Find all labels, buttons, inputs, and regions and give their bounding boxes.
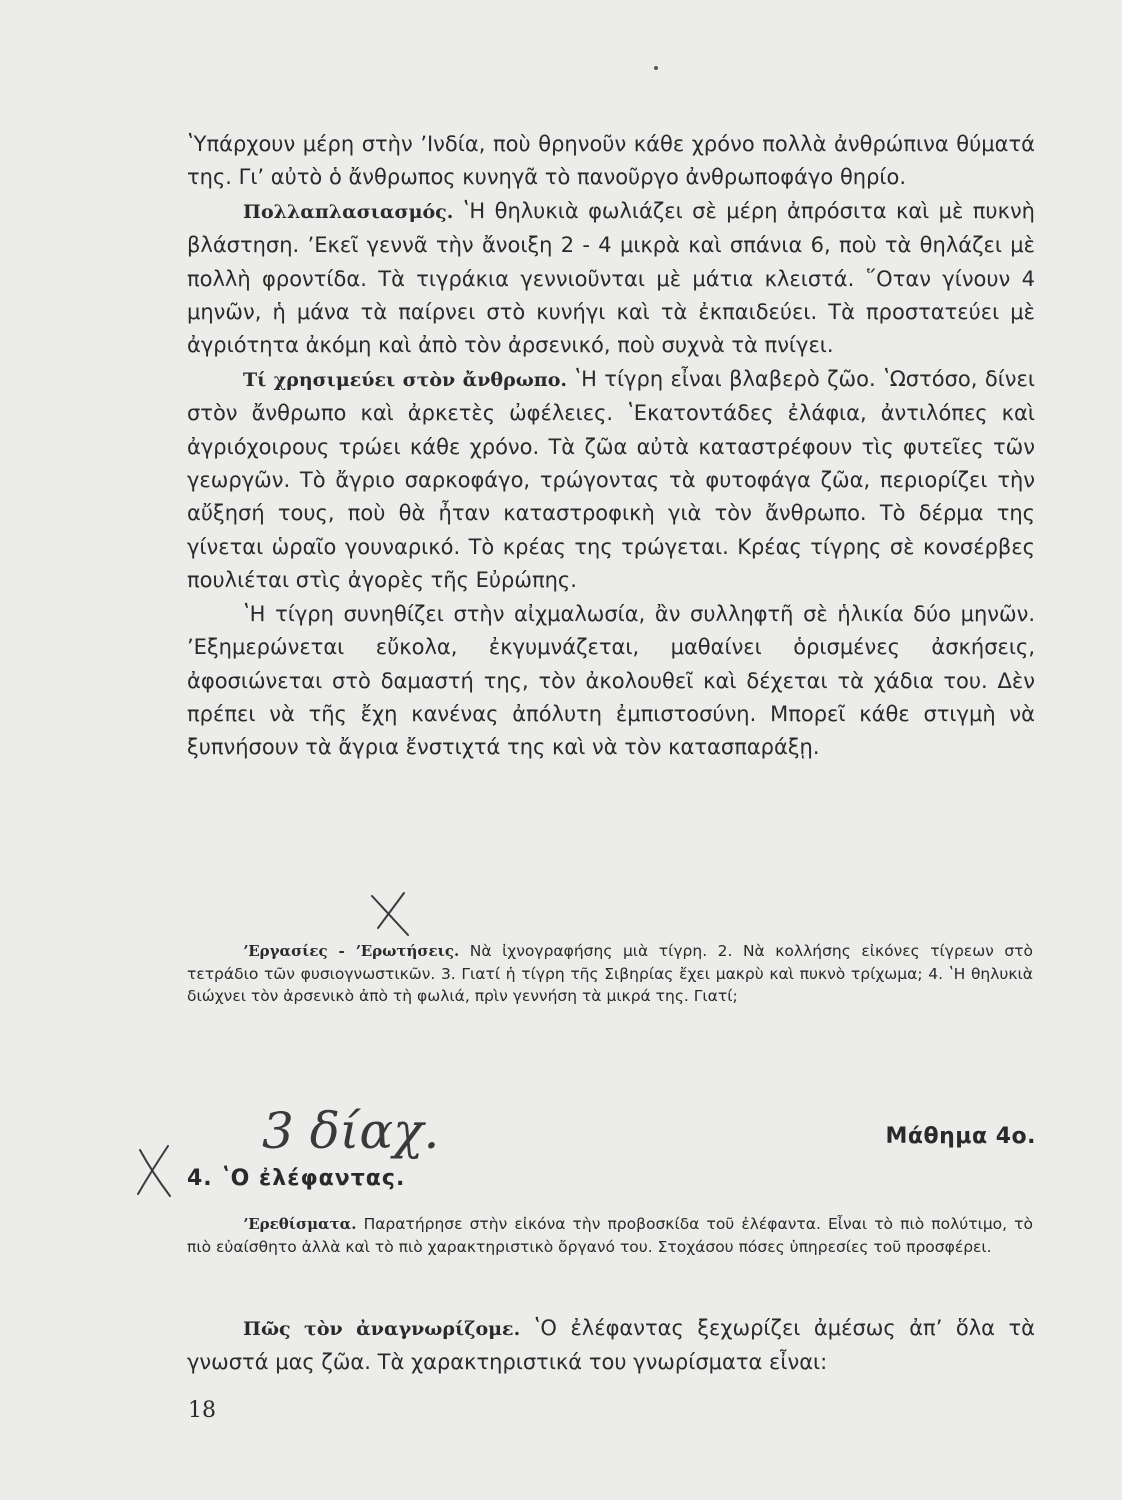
margin-cross-mark xyxy=(138,1146,170,1196)
heading-reproduction: Πολλαπλασιασμός. xyxy=(243,200,454,223)
recognition-heading: Πῶς τὸν ἀναγνωρίζομε. xyxy=(243,1318,521,1340)
stimuli-heading: ʼΕρεθίσματα. xyxy=(243,1215,357,1233)
recognition-text: ʽΟ ἐλέφαντας ξεχωρίζει ἀμέσως ἀπ’ ὅλα τὰ γνωστά μας ζῶα. Τὰ χαρακτηριστικά του γνωρίσματα εἶναι: xyxy=(187,1316,1035,1375)
page-number: 18 xyxy=(188,1398,216,1423)
stimuli-paragraph xyxy=(187,1213,1033,1258)
stimuli-text: Παρατήρησε στὴν εἰκόνα τὴν προβοσκίδα τοῦ ἐλέφαντα. Εἶναι τὸ πιὸ πολύτιμο, τὸ πιὸ εὐαίσθητο ἀλλὰ καὶ τὸ πιὸ χαρακτηριστικὸ ὄργανό του. Στοχάσου πόσες ὑπηρεσίες τοῦ προσφέρει. xyxy=(187,1215,1033,1256)
pencil-cross-mark xyxy=(372,893,408,935)
chapter-title: 4. ʽΟ ἐλέφαντας. xyxy=(187,1166,406,1191)
stimuli-block xyxy=(187,1213,1033,1258)
text-usefulness: ʽΗ τίγρη εἶναι βλαβερὸ ζῶο. ʽΩστόσο, δίνει στὸν ἄνθρωπο καὶ ἀρκετὲς ὠφέλειες. ʽΕκατοντάδες ἐλάφια, ἀντιλόπες καὶ ἀγριόχοιρους τρώει κάθε χρόνο. Τὰ ζῶα αὐτὰ καταστρέφουν τὶς φυτεῖες τῶν γεωργῶν. Τὸ ἄγριο σαρκοφάγο, τρώγοντας τὰ φυτοφάγα ζῶα, περιορίζει τὴν αὔξησή τους, ποὺ θὰ ἦταν καταστροφικὴ γιὰ τὸν ἄνθρωπο. Τὸ δέρμα της γίνεται ὡραῖο γουναρικό. Τὸ κρέας της τρώγεται. Κρέας τίγρης σὲ κονσέρβες πουλιέται στὶς ἀγορὲς τῆς Εὐρώπης. xyxy=(187,366,1035,593)
recognition-paragraph xyxy=(187,1312,1035,1380)
paragraph-captivity: ʽΗ τίγρη συνηθίζει στὴν αἰχμαλωσία, ἂν συλληφτῆ σὲ ἡλικία δύο μηνῶν. ʼΕξημερώνεται εὔκολα, ἐκγυμνάζεται, μαθαίνει ὁρισμένες ἀσκήσεις, ἀφοσιώνεται στὸ δαμαστή της, τὸν ἀκολουθεῖ καὶ δέχεται τὰ χάδια του. Δὲν πρέπει νὰ τῆς ἔχη κανένας ἀπόλυτη ἐμπιστοσύνη. Μπορεῖ κάθε στιγμὴ νὰ ξυπνήσουν τὰ ἄγρια ἔνστιχτά της καὶ νὰ τὸν κατασπαράξῃ. xyxy=(187,601,1035,760)
lesson-label: Μάθημα 4ο. xyxy=(885,1124,1036,1149)
exercises-heading: ʼΕργασίες - ʼΕρωτήσεις. xyxy=(243,942,460,960)
text-reproduction: ʽΗ θηλυκιὰ φωλιάζει σὲ μέρη ἀπρόσιτα καὶ μὲ πυκνὴ βλάστηση. ʼΕκεῖ γεννᾶ τὴν ἄνοιξη 2 - 4 μικρὰ καὶ σπάνια 6, ποὺ τὰ θηλάζει μὲ πολλὴ φροντίδα. Τὰ τιγράκια γεννιοῦνται μὲ μάτια κλειστά. ῞Οταν γίνουν 4 μηνῶν, ἡ μάνα τὰ παίρνει στὸ κυνήγι καὶ τὰ ἐκπαιδεύει. Τὰ προστατεύει μὲ ἀγριότητα ἀκόμη καὶ ἀπὸ τὸν ἀρσενικό, ποὺ συχνὰ τὰ πνίγει. xyxy=(187,198,1035,358)
exercises-text: Νὰ ἰχνογραφήσης μιὰ τίγρη. 2. Νὰ κολλήσης εἰκόνες τίγρεων στὸ τετράδιο τῶν φυσιογνωστικῶν. 3. Γιατί ἡ τίγρη τῆς Σιβηρίας ἔχει μακρὺ καὶ πυκνὸ τρίχωμα; 4. ʽΗ θηλυκιὰ διώχνει τὸν ἀρσενικὸ ἀπὸ τὴ φωλιά, πρὶν γεννήση τὰ μικρά της. Γιατί; xyxy=(187,942,1033,1005)
tiger-text-block xyxy=(187,128,1035,765)
exercises-block xyxy=(187,940,1033,1008)
handwritten-note: 3 δίαχ. xyxy=(262,1102,440,1160)
exercises-paragraph xyxy=(187,940,1033,1008)
recognition-block xyxy=(187,1312,1035,1380)
print-speck xyxy=(654,66,658,70)
heading-usefulness: Τί χρησιμεύει στὸν ἄνθρωπο. xyxy=(243,368,567,391)
paragraph-india-victims: ʽΥπάρχουν μέρη στὴν ʼΙνδία, ποὺ θρηνοῦν κάθε χρόνο πολλὰ ἀνθρώπινα θύματά της. Γι’ αὐτὸ ὁ ἄνθρωπος κυνηγᾶ τὸ πανοῦργο ἀνθρωποφάγο θηρίο. xyxy=(187,132,1035,190)
paragraph-reproduction xyxy=(187,195,1035,363)
paragraph-usefulness xyxy=(187,363,1035,598)
